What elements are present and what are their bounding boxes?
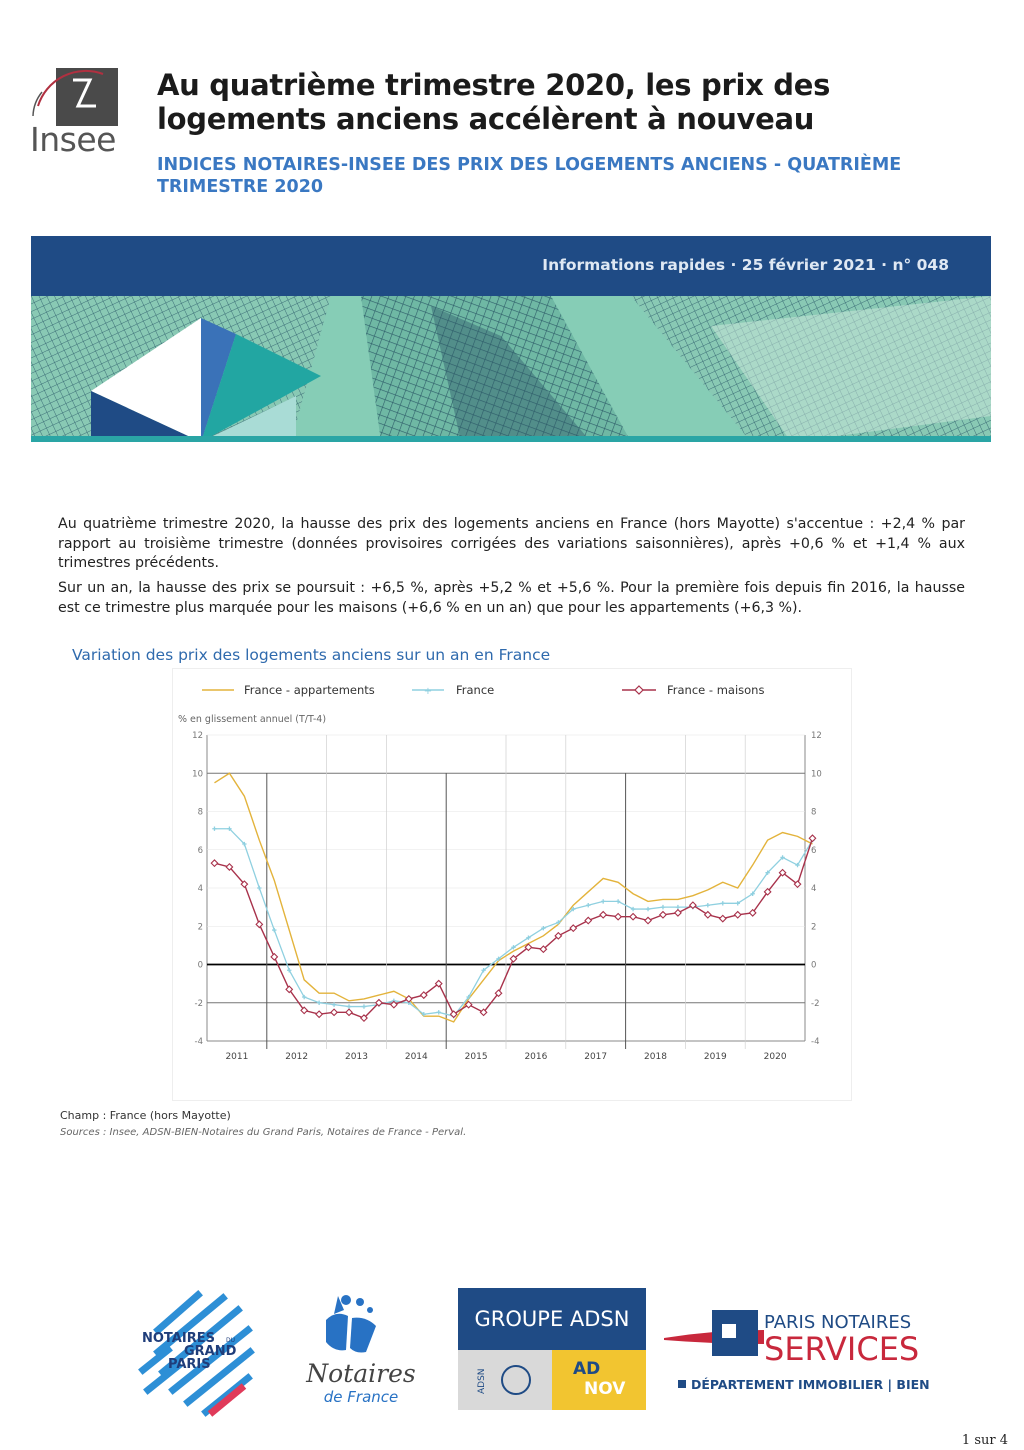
point-maisons [809,835,815,841]
series-line-appartements [214,773,812,1022]
pns-text-3: DÉPARTEMENT IMMOBILIER | BIEN [691,1377,930,1392]
y-tick-label-right: 12 [811,731,822,741]
y-tick-label-right: 10 [811,769,822,780]
point-maisons [570,925,576,931]
page-number: 1 sur 4 [961,1433,1008,1448]
y-tick-label-left: 4 [197,884,203,894]
y-tick-label-right: 6 [811,845,817,856]
point-maisons [256,921,262,927]
y-tick-label-left: 8 [197,807,203,818]
point-france [706,903,710,907]
y-tick-label-left: -4 [194,1037,203,1047]
summary-paragraph: Sur un an, la hausse des prix se poursuit : +6,5 %, après +5,2 % et +5,6 %. Pour la première fois depuis fin 2016, la hausse est ce trimestre plus marquée pour les maisons (+6,6 % en un an) que pour les appartements (+6,3 %). [58,580,965,616]
adnov-text-2: NOV [584,1379,626,1399]
point-france [272,928,276,932]
point-maisons [645,917,651,923]
adnov-text-1: AD [573,1359,601,1379]
x-tick-label: 2017 [584,1052,608,1062]
page-title: Au quatrième trimestre 2020, les prix des logements anciens accélèrent à nouveau [157,68,831,136]
point-france [437,1010,441,1014]
point-maisons [346,1009,352,1015]
y-tick-label-right: 4 [811,884,817,894]
point-maisons [600,912,606,918]
point-maisons [735,912,741,918]
point-france [347,1004,351,1008]
series-line-maisons [214,838,812,1018]
y-axis-label: % en glissement annuel (T/T-4) [178,714,327,725]
chart-title: Variation des prix des logements anciens sur un an en France [72,646,551,664]
adsn-left-text: ADSN [477,1368,487,1394]
insee-logo-text: Insee [30,120,116,159]
legend-label-maisons: France - maisons [667,683,765,697]
x-tick-label: 2014 [404,1052,428,1062]
point-maisons [331,1009,337,1015]
y-tick-label-left: -2 [194,998,203,1009]
x-tick-label: 2018 [644,1052,667,1062]
chart-sources-note: Sources : Insee, ADSN-BIEN-Notaires du Grand Paris, Notaires de France - Perval. [60,1127,467,1138]
point-maisons [720,915,726,921]
point-france [646,907,650,911]
point-maisons [630,913,636,919]
ngp-text-3: PARIS [168,1357,211,1372]
legend-label-appartements: France - appartements [244,683,375,697]
point-maisons [316,1011,322,1017]
y-tick-label-left: 2 [197,922,203,933]
notaires-de-france-logo [286,1290,436,1420]
x-tick-label: 2012 [285,1052,309,1062]
y-tick-label-right: -2 [811,998,820,1009]
y-tick-label-left: 0 [197,960,203,971]
ngp-text-small: DU [226,1337,236,1344]
x-tick-label: 2020 [763,1052,787,1062]
paris-notaires-services-logo [664,1300,934,1400]
point-france [212,827,216,831]
point-maisons [211,860,217,866]
pns-text-2: SERVICES [764,1330,920,1368]
x-tick-label: 2019 [703,1052,727,1062]
ndf-text-2: de France [323,1388,399,1406]
ndf-text-1: Notaires [306,1359,416,1388]
x-tick-label: 2011 [225,1052,249,1062]
point-maisons [660,912,666,918]
legend-marker-maisons [635,686,643,694]
chart-scope-note: Champ : France (hors Mayotte) [60,1109,231,1122]
point-france [631,907,635,911]
y-tick-label-left: 12 [192,731,203,741]
point-maisons [585,917,591,923]
x-tick-label: 2016 [524,1052,548,1062]
groupe-adsn-logo [458,1288,646,1410]
publication-info: Informations rapides · 25 février 2021 · n° 048 [542,256,949,274]
ngp-text-2: GRAND [184,1344,237,1359]
point-france [676,905,680,909]
chart-legend [202,683,764,697]
price-change-chart [172,668,850,1099]
y-tick-label-right: 8 [811,807,817,818]
y-tick-label-left: 10 [192,769,203,780]
legend-label-france: France [456,683,495,697]
y-tick-label-right: -4 [811,1037,820,1047]
chart-plot-area [192,731,822,1062]
banner-illustration [31,296,991,442]
x-tick-label: 2015 [464,1052,488,1062]
point-france [601,899,605,903]
point-france [661,905,665,909]
point-france [257,886,261,890]
page-subtitle: INDICES NOTAIRES-INSEE DES PRIX DES LOGEMENTS ANCIENS - QUATRIÈME TRIMESTRE 2020 [157,155,902,197]
point-maisons [615,913,621,919]
intro-paragraph: Au quatrième trimestre 2020, la hausse des prix des logements anciens en France (hors Mayotte) s'accentue : +2,4 % par rapport au troisième trimestre (données provisoires corrigées des variations saisonnières), après +0,6 % et +1,4 % aux trimestres précédents. [58,516,965,572]
adsn-top-text: GROUPE ADSN [474,1307,630,1331]
notaires-grand-paris-logo [138,1290,262,1422]
point-maisons [271,954,277,960]
y-tick-label-left: 6 [197,845,203,856]
y-tick-label-right: 2 [811,922,817,933]
point-france [721,901,725,905]
legend-marker-france: + [423,686,433,697]
pns-text-1: PARIS NOTAIRES [764,1312,912,1333]
point-france [586,903,590,907]
point-france [317,1001,321,1005]
ngp-text-1: NOTAIRES [142,1331,215,1346]
point-maisons [675,910,681,916]
point-france [616,899,620,903]
y-tick-label-right: 0 [811,960,817,971]
point-france [362,1004,366,1008]
x-tick-label: 2013 [345,1052,368,1062]
